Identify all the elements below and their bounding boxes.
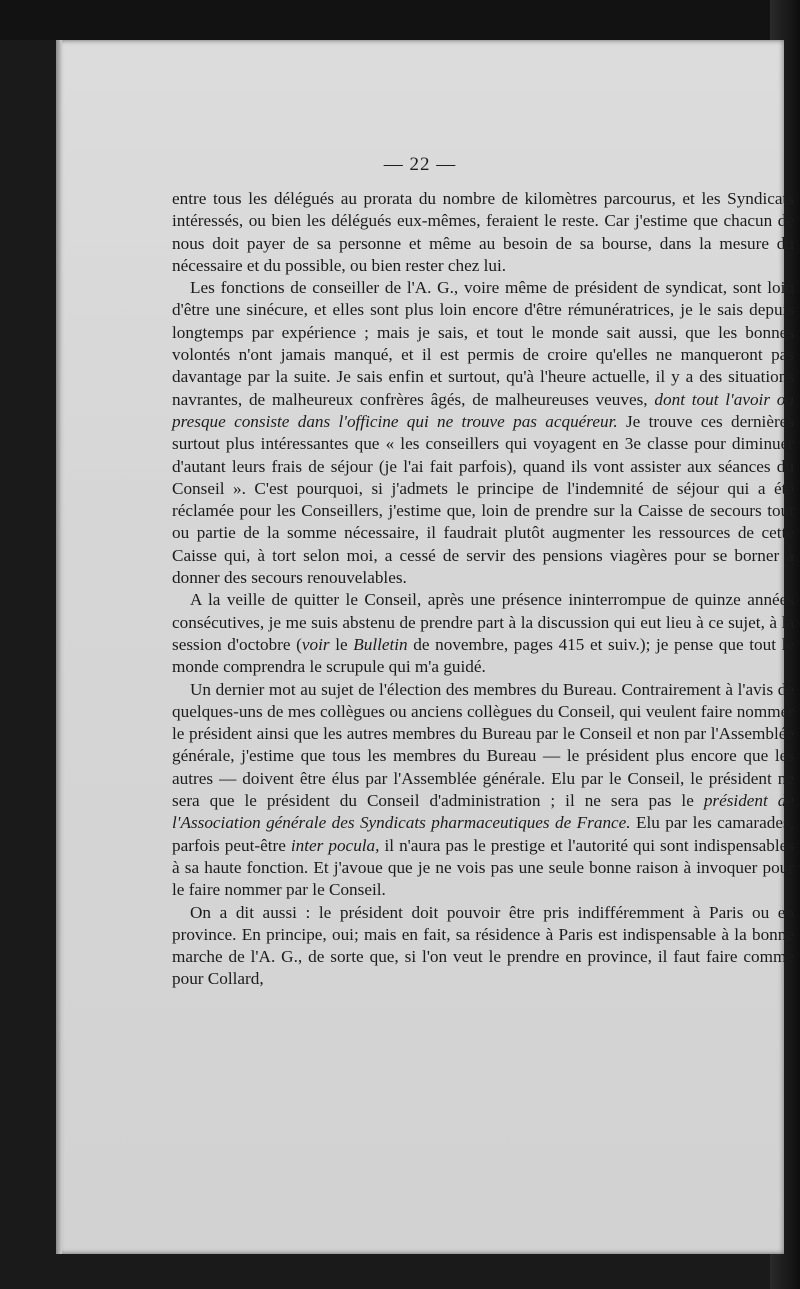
italic-text: président de l'Association générale des Syndicats pharmaceutiques de France.	[172, 791, 794, 833]
text-run: le	[329, 634, 354, 654]
text-run: il n'aura pas le prestige et l'autorité qui sont indispensables à sa haute fonction. Et j'avoue que je ne vois pas une seule bonne raison à invoquer pour le faire nommer par le Conseil.	[172, 835, 794, 900]
text-run: Je trouve ces dernières surtout plus intéressantes que « les conseillers qui voyagent en 3e classe pour diminuer d'autant leurs frais de séjour (je l'ai fait parfois), quand ils vont assister aux séances du Conseil ». C'est pourquoi, si j'admets le principe de l'indemnité de séjour qui a été réclamée pour les Conseillers, j'estime que, loin de prendre sur la Caisse de secours tout ou partie de la somme nécessaire, il faudrait plutôt augmenter les ressources de cette Caisse qui, à tort selon moi, a cessé de servir des pensions viagères pour se borner à donner des secours renouvelables.	[172, 411, 794, 588]
paragraph	[172, 188, 794, 277]
text-run: Elu par les camarades, parfois peut-être	[172, 813, 794, 855]
paragraph	[172, 902, 794, 991]
text-run: On a dit aussi : le président doit pouvoir être pris indifféremment à Paris ou en province. En principe, oui; mais en fait, sa résidence à Paris est indispensable à la bonne marche de l'A. G., de sorte que, si l'on veut le prendre en province, il faut faire comme pour Collard,	[172, 902, 794, 989]
paragraph	[172, 589, 794, 678]
text-run: entre tous les délégués au prorata du nombre de kilomètres parcourus, et les Syndicats intéressés, ou bien les délégués eux-mêmes, feraient le reste. Car j'estime que chacun de nous doit payer de sa personne et même au besoin de sa bourse, dans la mesure du nécessaire et du possible, ou bien rester chez lui.	[172, 189, 794, 275]
page-number: — 22 —	[383, 154, 457, 175]
italic-text: voir	[301, 634, 330, 654]
text-run: de novembre, pages 415 et suiv.); je pense que tout le monde comprendra le scrupule qui m'a guidé.	[172, 634, 794, 677]
scan-backdrop-top	[0, 0, 800, 40]
italic-text: Bulletin	[353, 634, 408, 654]
paragraph	[172, 277, 794, 589]
italic-text: inter pocula,	[290, 835, 380, 855]
italic-text: dont tout l'avoir ou presque consiste dans l'officine qui ne trouve pas acquéreur.	[172, 389, 794, 431]
page-body-text	[172, 188, 794, 991]
text-run: Les fonctions de conseiller de l'A. G., voire même de président de syndicat, sont loin d'être une sinécure, et elles sont plus loin encore d'être rémunératrices, je le sais depuis longtemps par expérience ; mais je sais, et tout le monde sait aussi, que les bonnes volontés n'ont jamais manqué, et il est permis de croire qu'elles ne manqueront pas davantage par la suite. Je sais enfin et surtout, qu'à l'heure actuelle, il y a des situations navrantes, de malheureux confrères âgés, de malheureuses veuves,	[172, 278, 794, 409]
paragraph	[172, 679, 794, 902]
book-page	[56, 40, 794, 1254]
text-run: A la veille de quitter le Conseil, après une présence ininterrompue de quinze années consécutives, je me suis abstenu de prendre part à la discussion qui eut lieu à ce sujet, à la session d'octobre (	[172, 590, 794, 654]
text-run: Un dernier mot au sujet de l'élection des membres du Bureau. Contrairement à l'avis de quelques-uns de mes collègues ou anciens collègues du Conseil, qui veulent faire nommer le président ainsi que les autres membres du Bureau par le Conseil et non par l'Assemblée générale, j'estime que tous les membres du Bureau — le président plus encore que les autres — doivent être élus par l'Assemblée générale. Elu par le Conseil, le président ne sera que le président du Conseil d'administration ; il ne sera pas le	[172, 679, 794, 811]
page-gutter-shadow	[56, 40, 62, 1254]
